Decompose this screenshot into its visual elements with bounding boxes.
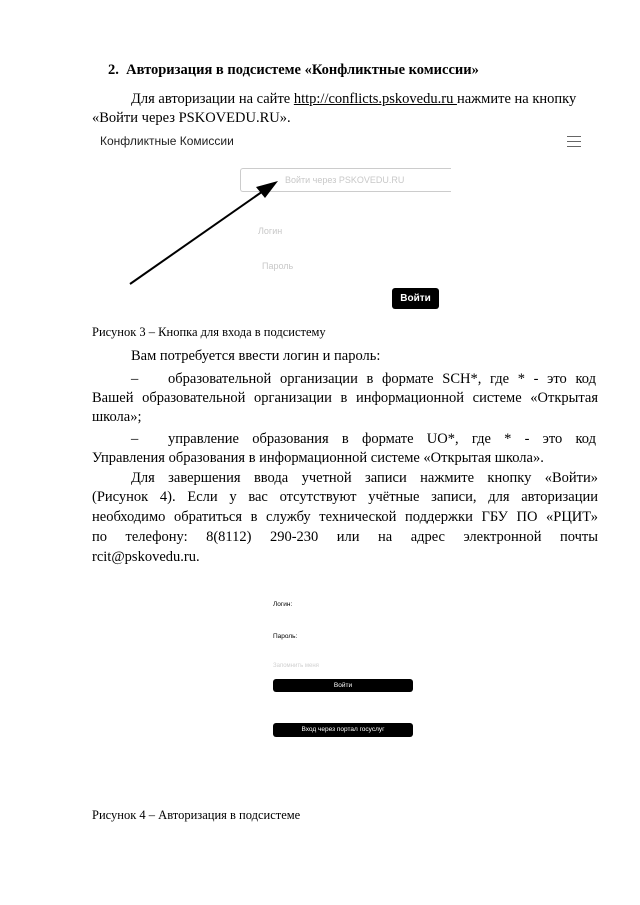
figure3-caption: Рисунок 3 – Кнопка для входа в подсистему xyxy=(92,325,326,339)
para-line5: rcit@pskovedu.ru. xyxy=(92,549,200,565)
item2-line1: управление образования в формате UO*, где * - это код xyxy=(168,431,596,447)
app-title: Конфликтные Комиссии xyxy=(100,134,234,148)
section-heading xyxy=(108,62,479,79)
intro-line-1: Для авторизации на сайте http://conflicts.pskovedu.ru нажмите на кнопку xyxy=(131,91,577,107)
figure4-caption: Рисунок 4 – Авторизация в подсистеме xyxy=(92,808,301,822)
remember-me-checkbox[interactable]: Запомнить меня xyxy=(273,663,319,669)
list-dash-2: – xyxy=(131,431,139,447)
gosuslugi-login-button[interactable]: Вход через портал госуслуг xyxy=(273,723,413,737)
item1-line1: образовательной организации в формате SCH*, где * - это код xyxy=(168,371,596,387)
submit-button[interactable]: Войти xyxy=(392,288,439,309)
section-number: 2. xyxy=(108,62,119,78)
login-label: Логин: xyxy=(273,601,293,608)
para-line4: по телефону: 8(8112) 290-230 или на адрес электронной почты xyxy=(92,529,598,545)
sso-pskovedu-button[interactable]: Войти через PSKOVEDU.RU xyxy=(240,168,451,192)
login-label-faint: Логин xyxy=(258,226,283,236)
section-title: Авторизация в подсистеме «Конфликтные комиссии» xyxy=(126,62,479,78)
pointer-arrow xyxy=(128,178,288,288)
password-label-faint: Пароль xyxy=(262,261,294,271)
para-line3: необходимо обратиться в службу технической поддержки ГБУ ПО «РЦИТ» xyxy=(92,509,598,525)
need-credentials-text: Вам потребуется ввести логин и пароль: xyxy=(131,348,381,364)
para-line2: (Рисунок 4). Если у вас отсутствуют учётные записи, для авторизации xyxy=(92,489,598,505)
conflicts-link[interactable]: http://conflicts.pskovedu.ru xyxy=(293,91,457,107)
item1-line3: школа»; xyxy=(92,409,142,425)
item1-line2: Вашей образовательной организации в информационной системе «Открытая xyxy=(92,390,598,406)
item2-line2: Управления образования в информационной системе «Открытая школа». xyxy=(92,450,544,466)
intro-line-2: «Войти через PSKOVEDU.RU». xyxy=(92,110,291,126)
hamburger-menu-icon[interactable] xyxy=(567,136,581,147)
para-line1: Для завершения ввода учетной записи нажмите кнопку «Войти» xyxy=(131,470,598,486)
login-submit-button[interactable]: Войти xyxy=(273,679,413,692)
list-dash-1: – xyxy=(131,371,139,387)
password-label: Пароль: xyxy=(273,633,298,640)
